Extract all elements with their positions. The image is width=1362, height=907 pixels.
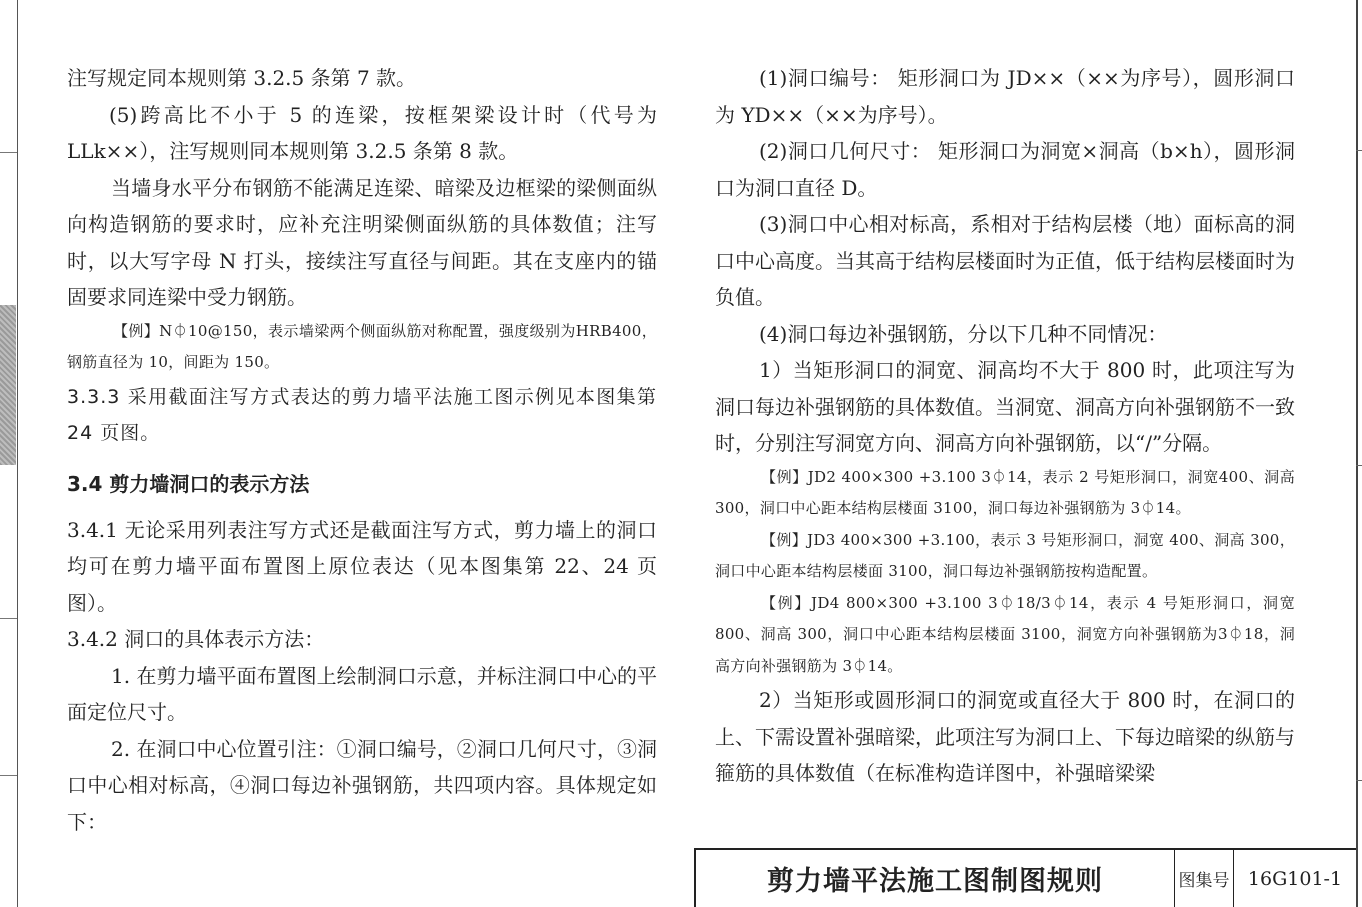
binding-tick [0, 618, 17, 619]
paragraph: (3)洞口中心相对标高，系相对于结构层楼（地）面标高的洞口中心高度。当其高于结构层楼面时为正值，低于结构层楼面时为负值。 [715, 212, 1295, 309]
right-tick [1356, 465, 1362, 466]
right-tick [1356, 780, 1362, 781]
example-note: 【例】JD3 400×300 +3.100，表示 3 号矩形洞口，洞宽 400、洞高 300，洞口中心距本结构层楼面 3100，洞口每边补强钢筋按构造配置。 [715, 530, 1295, 580]
paragraph: (2)洞口几何尺寸： 矩形洞口为洞宽×洞高（b×h），圆形洞口为洞口直径 D。 [715, 139, 1295, 200]
right-tick [1356, 150, 1362, 151]
left-column [67, 60, 657, 840]
atlas-number: 16G101-1 [1247, 867, 1343, 890]
right-column [715, 60, 1295, 792]
binding-tick [0, 775, 17, 776]
binding-tick [0, 152, 17, 153]
paragraph: 3.3.3 采用截面注写方式表达的剪力墙平法施工图示例见本图集第 24 页图。 [67, 385, 657, 444]
paragraph: 2）当矩形或圆形洞口的洞宽或直径大于 800 时，在洞口的上、下需设置补强暗梁，此项注写为洞口上、下每边暗梁的纵筋与箍筋的具体数值（在标准构造详图中，补强暗梁梁 [715, 688, 1295, 785]
paragraph: 3.4.2 洞口的具体表示方法： [67, 627, 325, 651]
paragraph: (1)洞口编号： 矩形洞口为 JD××（××为序号），圆形洞口为 YD××（××为序号）。 [715, 66, 1295, 127]
paragraph: 当墙身水平分布钢筋不能满足连梁、暗梁及边框梁的梁侧面纵向构造钢筋的要求时，应补充注明梁侧面纵筋的具体数值；注写时，以大写字母 N 打头，接续注写直径与间距。其在支座内的锚固要求同连梁中受力钢筋。 [67, 175, 657, 309]
paragraph: 2. 在洞口中心位置引注：①洞口编号，②洞口几何尺寸，③洞口中心相对标高，④洞口每边补强钢筋，共四项内容。具体规定如下： [67, 736, 657, 834]
drawing-title: 剪力墙平法施工图制图规则 [696, 850, 1175, 907]
paragraph: 3.4.1 无论采用列表注写方式还是截面注写方式，剪力墙上的洞口均可在剪力墙平面布置图上原位表达（见本图集第 22、24 页图）。 [67, 517, 657, 615]
atlas-label: 图集号 [1175, 850, 1234, 907]
paragraph: (5)跨高比不小于 5 的连梁，按框架梁设计时（代号为LLk××），注写规则同本规则第 3.2.5 条第 8 款。 [67, 102, 657, 163]
example-note: 【例】JD2 400×300 +3.100 3⏀14，表示 2 号矩形洞口，洞宽400、洞高 300，洞口中心距本结构层楼面 3100，洞口每边补强钢筋为 3⏀14。 [715, 467, 1295, 517]
paragraph: 1）当矩形洞口的洞宽、洞高均不大于 800 时，此项注写为洞口每边补强钢筋的具体数值。当洞宽、洞高方向补强钢筋不一致时，分别注写洞宽方向、洞高方向补强钢筋，以“/”分隔。 [715, 358, 1295, 455]
example-note: 【例】JD4 800×300 +3.100 3⏀18/3⏀14，表示 4 号矩形洞口，洞宽 800、洞高 300，洞口中心距本结构层楼面 3100，洞宽方向补强钢筋为3⏀18，洞高方向补强钢筋为 3⏀14。 [715, 593, 1295, 675]
title-block [694, 848, 1356, 907]
binding-line [17, 0, 18, 907]
paragraph: (4)洞口每边补强钢筋，分以下几种不同情况： [759, 321, 1168, 346]
example-note: 【例】N⏀10@150，表示墙梁两个侧面纵筋对称配置，强度级别为HRB400，钢筋直径为 10，间距为 150。 [67, 321, 657, 371]
edge-shading [0, 305, 16, 465]
right-border [1356, 0, 1358, 907]
paragraph: 1. 在剪力墙平面布置图上绘制洞口示意，并标注洞口中心的平面定位尺寸。 [67, 663, 657, 724]
section-heading: 3.4 剪力墙洞口的表示方法 [67, 471, 310, 496]
paragraph: 注写规定同本规则第 3.2.5 条第 7 款。 [67, 66, 417, 90]
